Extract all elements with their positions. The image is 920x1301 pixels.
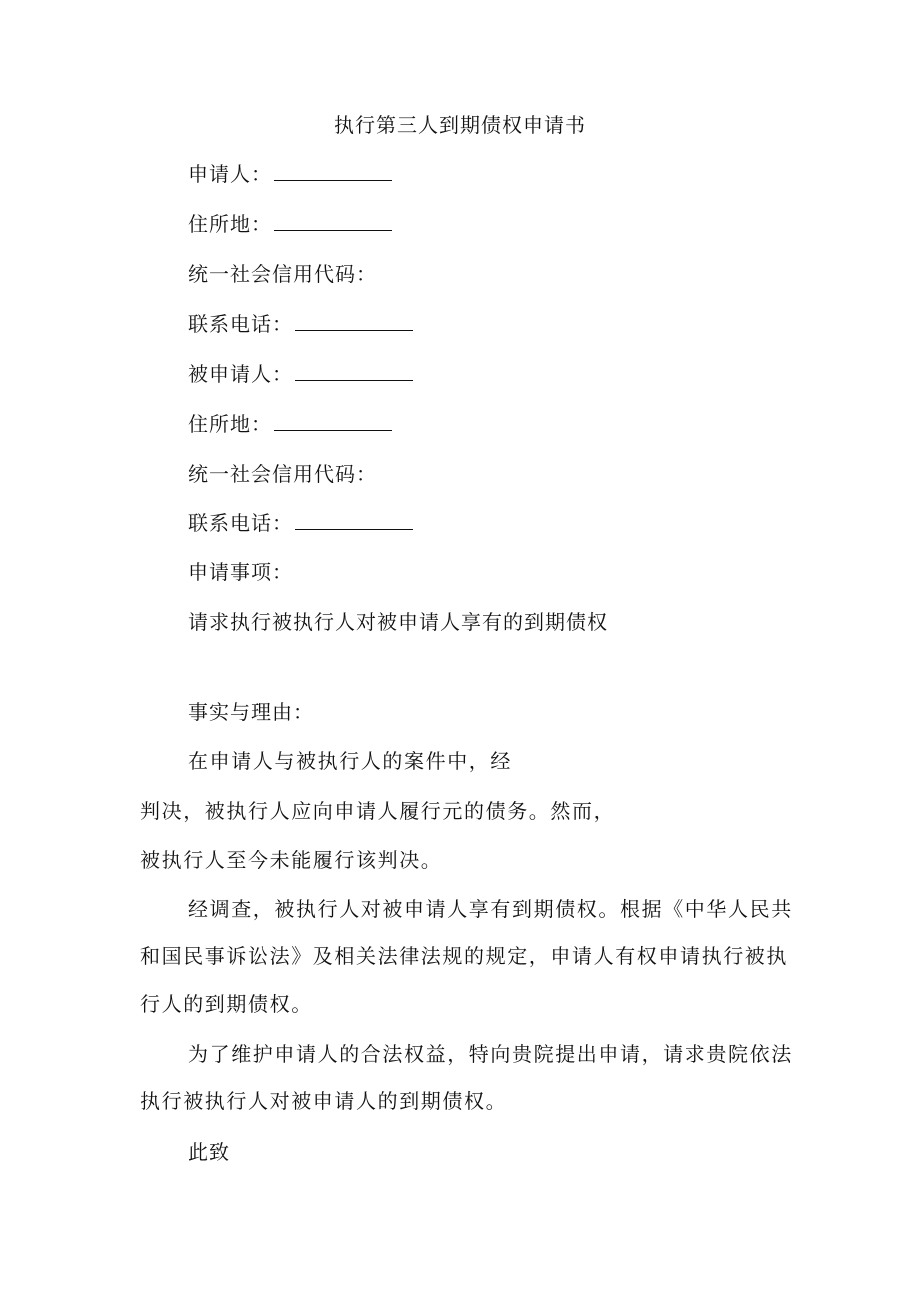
applicant-name-row: [188, 160, 392, 188]
respondent-name-blank: [295, 360, 413, 381]
paragraph-2-line-2: 和国民事诉讼法》及相关法律法规的规定，申请人有权申请执行被执: [140, 944, 788, 968]
respondent-phone-label: 联系电话：: [188, 511, 293, 535]
paragraph-1-line-2: 判决，被执行人应向申请人履行元的债务。然而，: [140, 799, 616, 823]
applicant-address-label: 住所地：: [188, 212, 272, 236]
paragraph-2-line-3: 行人的到期债权。: [140, 992, 313, 1016]
applicant-address-row: [188, 210, 392, 238]
request-heading: 申请事项：: [188, 560, 293, 584]
respondent-address-blank: [274, 410, 392, 431]
paragraph-3-line-2: 执行被执行人对被申请人的到期债权。: [140, 1089, 508, 1113]
paragraph-3-line-1: 为了维护申请人的合法权益，特向贵院提出申请，请求贵院依法: [188, 1042, 793, 1066]
respondent-address-label: 住所地：: [188, 412, 272, 436]
applicant-credit-code-label: 统一社会信用代码：: [188, 262, 377, 286]
request-text: 请求执行被执行人对被申请人享有的到期债权: [188, 610, 608, 634]
applicant-address-blank: [274, 210, 392, 231]
paragraph-1-line-1: 在申请人与被执行人的案件中，经: [188, 749, 512, 773]
respondent-credit-code-row: [188, 460, 377, 488]
respondent-name-row: [188, 360, 413, 388]
respondent-phone-row: [188, 509, 413, 537]
document-title: 执行第三人到期债权申请书: [334, 113, 586, 137]
paragraph-2-line-1: 经调查，被执行人对被申请人享有到期债权。根据《中华人民共: [188, 897, 793, 921]
facts-heading: 事实与理由：: [188, 700, 314, 724]
applicant-phone-blank: [295, 310, 413, 331]
respondent-phone-blank: [295, 509, 413, 530]
paragraph-1-line-3: 被执行人至今未能履行该判决。: [140, 848, 443, 872]
applicant-credit-code-row: [188, 260, 377, 288]
applicant-phone-label: 联系电话：: [188, 312, 293, 336]
respondent-address-row: [188, 410, 392, 438]
respondent-credit-code-label: 统一社会信用代码：: [188, 462, 377, 486]
respondent-name-label: 被申请人：: [188, 362, 293, 386]
applicant-name-blank: [274, 160, 392, 181]
closing-text: 此致: [188, 1140, 230, 1164]
applicant-name-label: 申请人：: [188, 162, 272, 186]
applicant-phone-row: [188, 310, 413, 338]
